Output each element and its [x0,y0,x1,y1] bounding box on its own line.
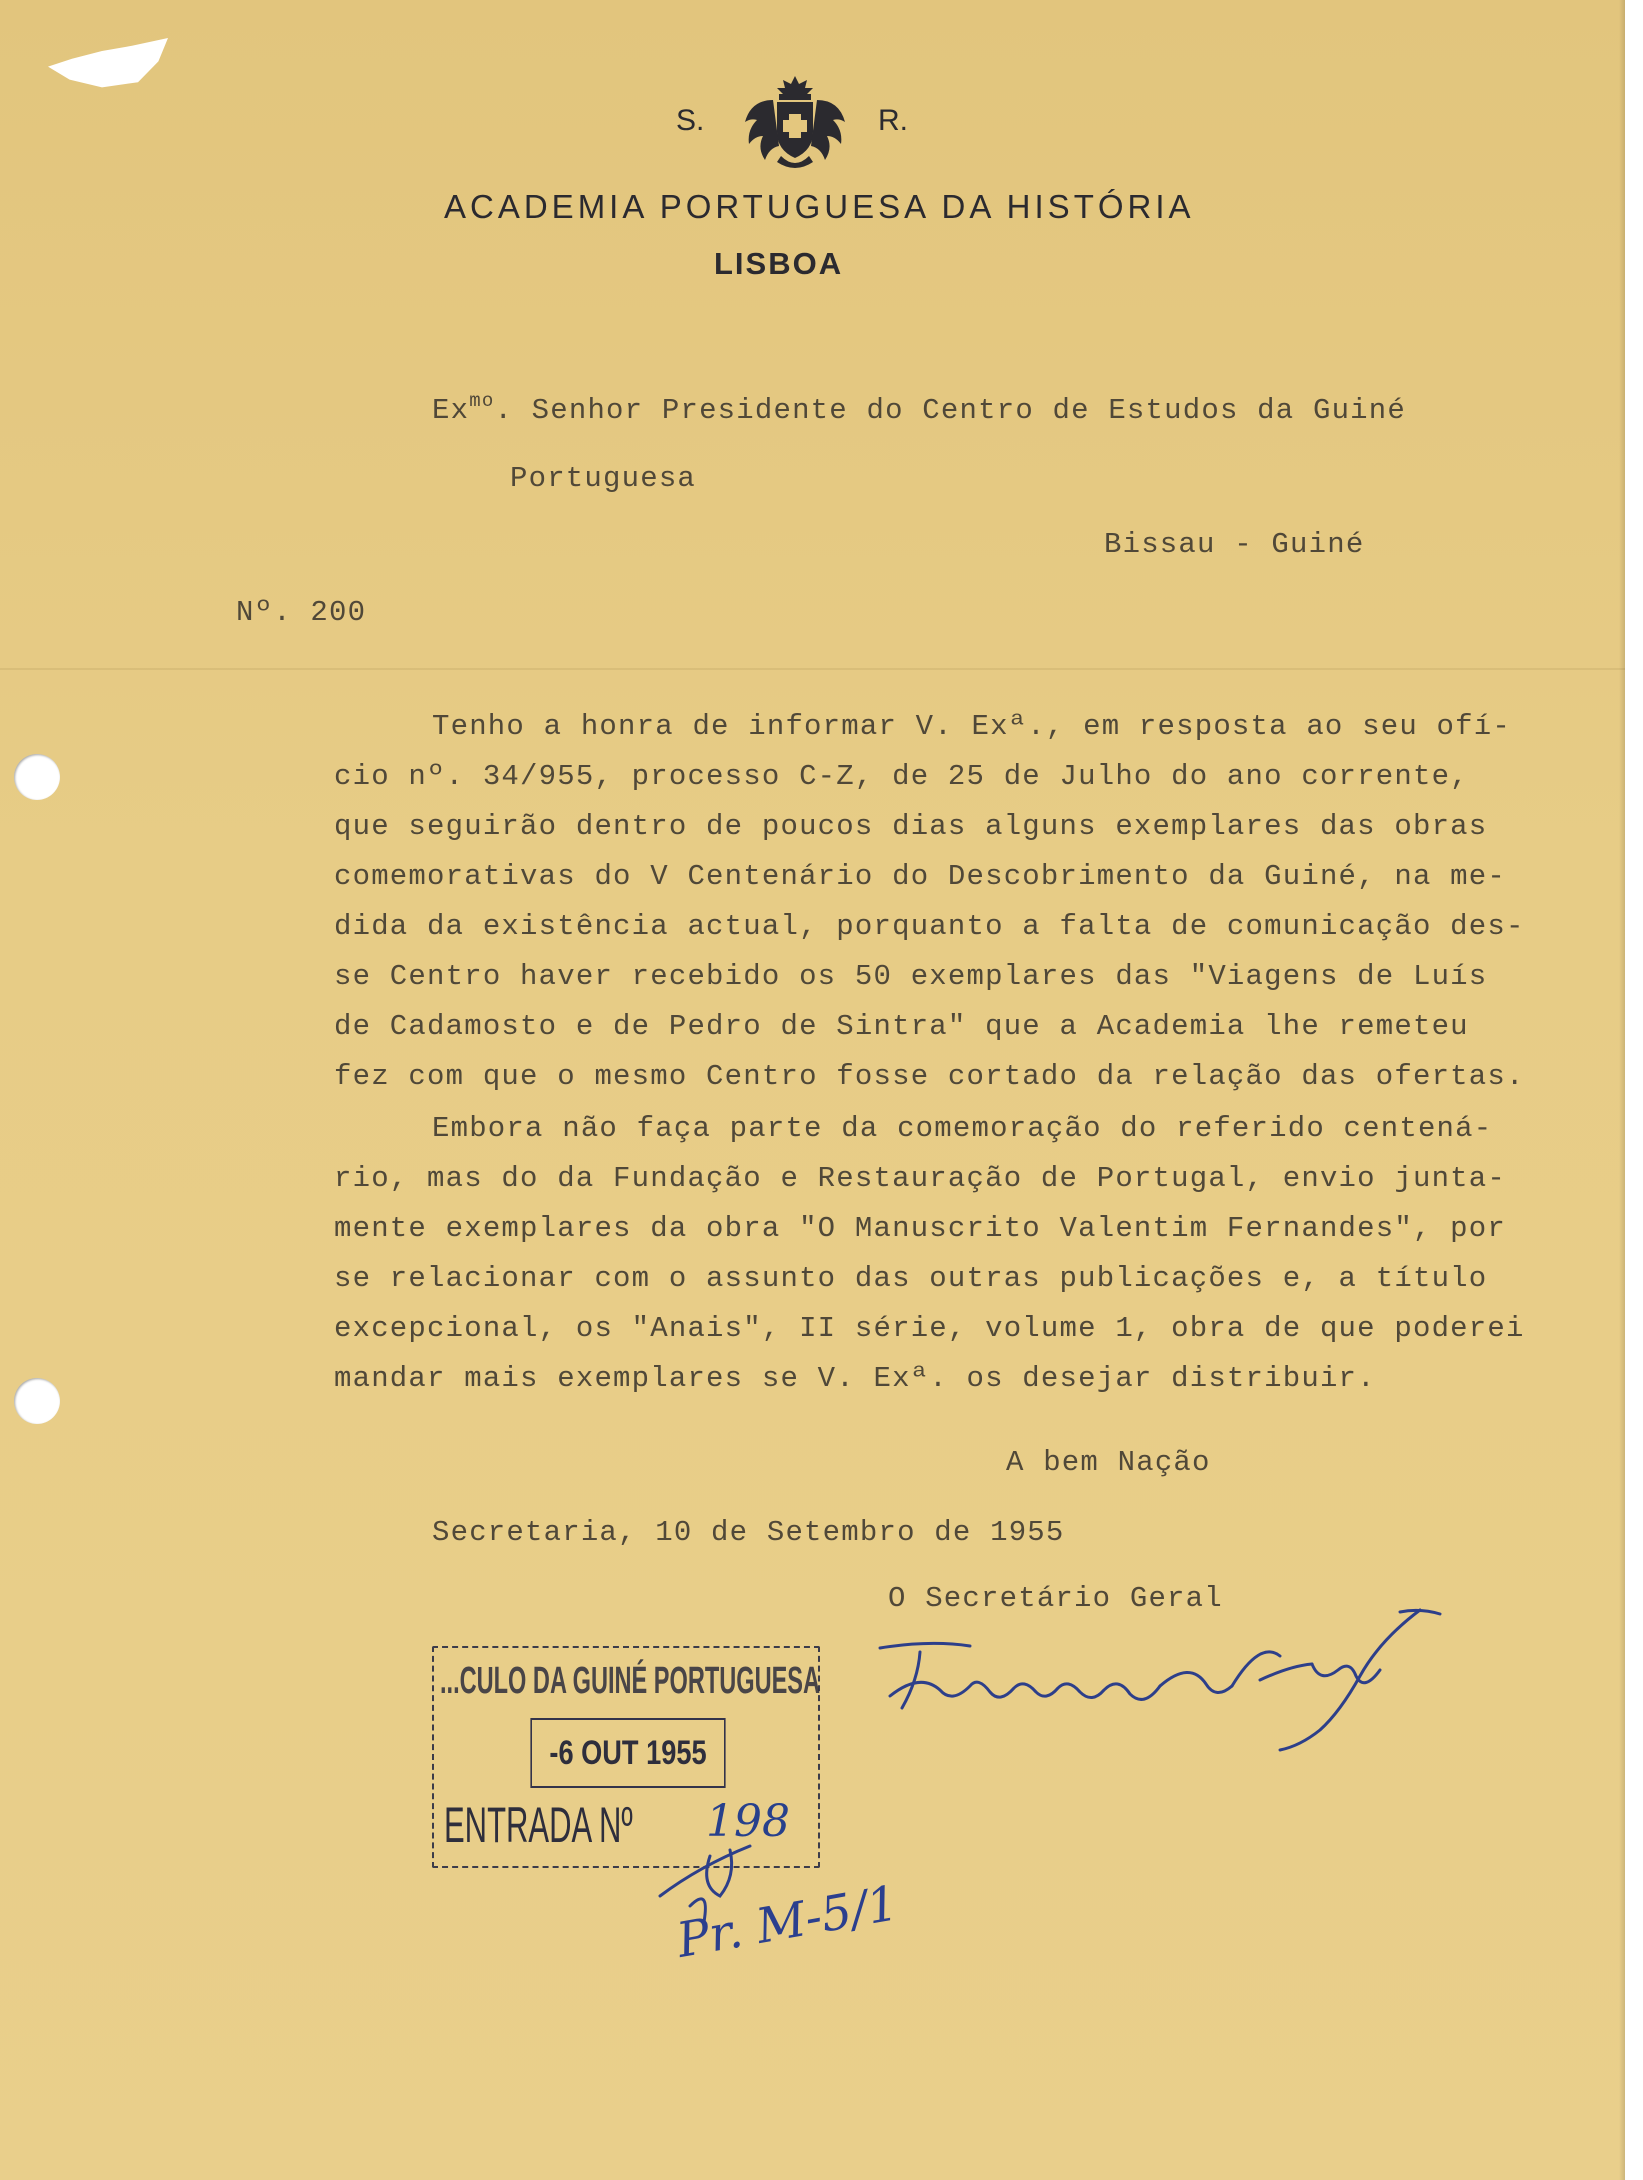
body-line: dida da existência actual, porquanto a falta de comunicação des- [334,910,1525,943]
addressee-line-2: Portuguesa [510,462,697,495]
body-line: se relacionar com o assunto das outras publicações e, a título [334,1262,1488,1295]
closing-salutation: A bem Nação [1006,1446,1211,1479]
body-line: de Cadamosto e de Pedro de Sintra" que a Academia lhe remeteu [334,1010,1469,1043]
fold-crease [0,668,1625,670]
reference-number: Nº. 200 [236,596,367,629]
stamp-header: ...CULO DA GUINÉ PORTUGUESA [440,1660,821,1702]
handwritten-signature [860,1600,1460,1760]
stamp-entry-label: ENTRADA Nº [444,1797,633,1853]
institution-city: LISBOA [714,246,844,281]
body-line: se Centro haver recebido os 50 exemplares das "Viagens de Luís [334,960,1488,993]
body-line: Tenho a honra de informar V. Exª., em resposta ao seu ofí- [432,710,1511,743]
stamp-date: -6 OUT 1955 [530,1718,725,1788]
body-line: rio, mas do da Fundação e Restauração de Portugal, envio junta- [334,1162,1506,1195]
stamp-entry-number: 198 [706,1796,790,1847]
body-line: Embora não faça parte da comemoração do referido centená- [432,1112,1493,1145]
punch-hole-top [14,754,60,800]
torn-corner [48,38,168,90]
letterhead-left-mark: S. [676,104,705,137]
body-line: cio nº. 34/955, processo C-Z, de 25 de Julho do ano corrente, [334,760,1469,793]
addressee-line-1: $Ex^{mo}$. Senhor Presidente do Centro de Estudos da Guiné [432,390,1406,427]
place-and-date: Secretaria, 10 de Setembro de 1955 [432,1516,1065,1549]
letterhead-right-mark: R. [878,104,908,137]
body-line: mente exemplares da obra "O Manuscrito Valentim Fernandes", por [334,1212,1506,1245]
body-line: mandar mais exemplares se V. Exª. os desejar distribuir. [334,1362,1376,1395]
body-line: comemorativas do V Centenário do Descobrimento da Guiné, na me- [334,860,1506,893]
punch-hole-bottom [14,1378,60,1424]
handwritten-file-note: Pr. M-5/1 [672,1875,903,1969]
signatory-title: O Secretário Geral [888,1582,1223,1615]
reception-stamp [432,1646,820,1868]
body-line: fez com que o mesmo Centro fosse cortado da relação das ofertas. [334,1060,1525,1093]
coat-of-arms-icon [737,70,853,174]
institution-name: ACADEMIA PORTUGUESA DA HISTÓRIA [444,188,1195,225]
body-line: que seguirão dentro de poucos dias alguns exemplares das obras [334,810,1488,843]
body-line: excepcional, os "Anais", II série, volume 1, obra de que poderei [334,1312,1525,1345]
addressee-location: Bissau - Guiné [1104,528,1365,561]
